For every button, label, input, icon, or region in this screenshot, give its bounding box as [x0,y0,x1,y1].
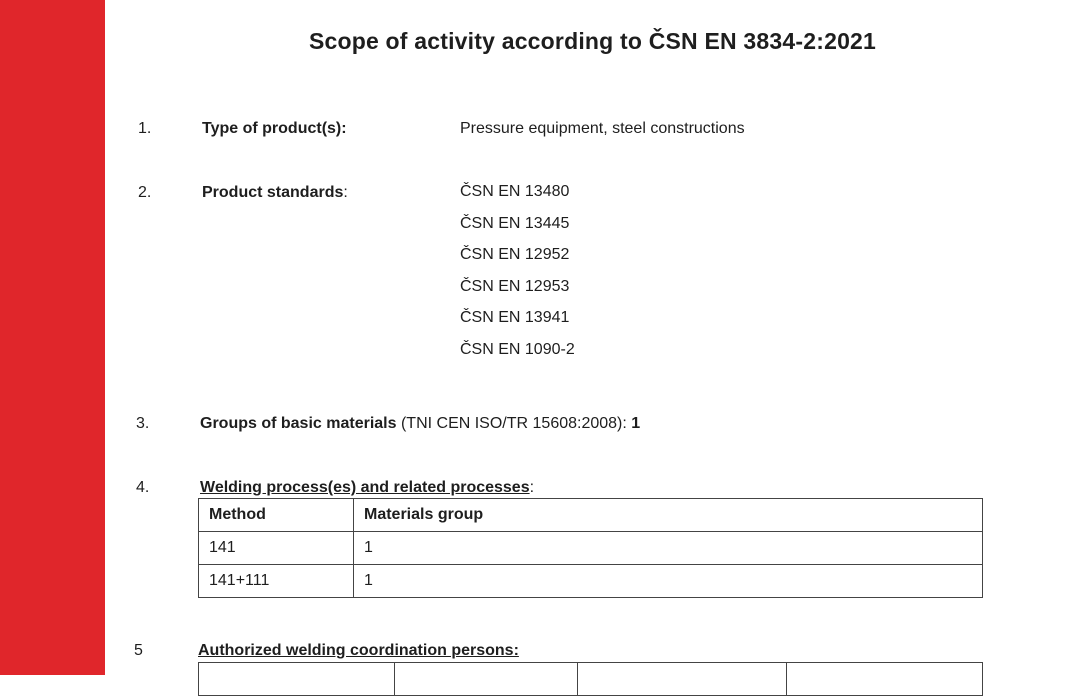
section-3-label: Groups of basic materials (TNI CEN ISO/TR 15608:2008): 1 [200,415,641,432]
table-cell [578,663,787,696]
section-1-value: Pressure equipment, steel constructions [460,120,745,137]
table-row [199,663,983,696]
welding-process-table [198,498,983,598]
section-3-number: 3. [136,415,150,432]
standard-item: ČSN EN 13445 [460,214,570,232]
coordination-persons-table [198,662,983,696]
section-1-label: Type of product(s): [202,120,347,137]
section-1-number: 1. [138,120,152,137]
product-standards-list [460,181,575,371]
standard-item: ČSN EN 12952 [460,246,570,264]
section-2-label: Product standards: [202,184,348,201]
section-5-number: 5 [134,642,143,659]
standard-item: ČSN EN 1090-2 [460,340,575,358]
table-cell [395,663,578,696]
table-row [199,532,983,565]
table-cell-method: 141 [199,532,354,565]
table-cell-method: 141+111 [199,565,354,598]
column-header-materials-group: Materials group [354,499,983,532]
table-row [199,565,983,598]
table-cell [787,663,983,696]
red-margin-band [0,0,105,675]
standard-item: ČSN EN 13480 [460,183,570,200]
column-header-method: Method [199,499,354,532]
table-header-row [199,499,983,532]
standard-item: ČSN EN 12953 [460,277,570,295]
table-cell-materials-group: 1 [354,565,983,598]
document-title: Scope of activity according to ČSN EN 3834-2:2021 [308,28,877,54]
section-5-label: Authorized welding coordination persons: [198,642,519,659]
standard-item: ČSN EN 13941 [460,309,570,327]
section-4-number: 4. [136,479,150,496]
table-cell-materials-group: 1 [354,532,983,565]
section-2-number: 2. [138,184,152,201]
table-cell [199,663,395,696]
section-4-label: Welding process(es) and related processes: [200,479,535,496]
